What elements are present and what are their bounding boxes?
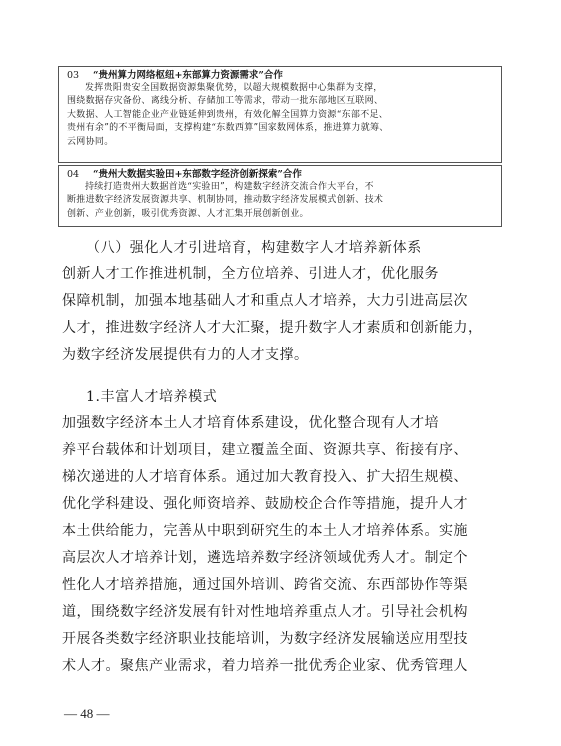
- paragraph-line: 开展各类数字经济职业技能培训，为数字经济发展输送应用型技: [62, 631, 468, 647]
- case-line: 大数据、人工智能企业产业链延伸到贵州，有效化解全国算力资源“东部不足、: [67, 109, 389, 120]
- case-line: 围绕数据存灾备份、离线分析、存储加工等需求，带动一批东部地区互联网、: [67, 96, 384, 107]
- paragraph-line: 性化人才培养措施，通过国外培训、跨省交流、东西部协作等渠: [62, 577, 468, 593]
- case-line: 发挥贵阳贵安全国数据资源集聚优势，以超大规模数据中心集群为支撑，: [85, 83, 383, 93]
- paragraph-line: 优化学科建设、强化师资培养、鼓励校企合作等措施，提升人才: [62, 496, 468, 512]
- case-title: “贵州大数据实验田+东部数字经济创新探索”合作: [93, 169, 302, 180]
- paragraph-line: 高层次人才培养计划，遴选培养数字经济领域优秀人才。制定个: [62, 550, 468, 566]
- case-number: 04: [67, 169, 80, 180]
- paragraph-line: 道，围绕数字经济发展有针对性地培养重点人才。引导社会机构: [62, 604, 468, 620]
- paragraph-line: 梯次递进的人才培育体系。通过加大教育投入、扩大招生规模、: [62, 469, 468, 485]
- paragraph-line: 保障机制，加强本地基础人才和重点人才培养，大力引进高层次: [62, 293, 468, 309]
- paragraph-line: 创新人才工作推进机制，全方位培养、引进人才，优化服务: [62, 266, 439, 282]
- case-body: [67, 82, 495, 149]
- paragraph-line: 人才，推进数字经济人才大汇聚，提升数字人才素质和创新能力，: [62, 320, 483, 336]
- case-box-03: [58, 66, 502, 163]
- paragraph-training-model: [62, 410, 502, 680]
- page-number: — 48 —: [64, 706, 110, 721]
- case-number: 03: [67, 70, 80, 81]
- case-line: 云网协同。: [67, 136, 114, 147]
- case-line: 创新、产业创新，吸引优秀资源、人才汇集开展创新创业。: [67, 208, 309, 219]
- paragraph-line: 为数字经济发展提供有力的人才支撑。: [62, 347, 309, 363]
- case-title: “贵州算力网络枢纽+东部算力资源需求”合作: [93, 70, 283, 81]
- subsection-heading: 1.丰富人才培养模式: [86, 389, 218, 405]
- paragraph-line: 养平台载体和计划项目，建立覆盖全面、资源共享、衔接有序、: [62, 442, 468, 458]
- paragraph-line: 术人才。聚焦产业需求，着力培养一批优秀企业家、优秀管理人: [62, 658, 468, 674]
- case-body: [67, 181, 495, 221]
- paragraph-line: 加强数字经济本土人才培育体系建设，优化整合现有人才培: [62, 415, 439, 431]
- case-line: 贵州有余”的不平衡局面，支撑构建“东数西算”国家数网体系，推进算力就筹、: [67, 123, 389, 134]
- paragraph-talent-mechanism: [62, 261, 502, 369]
- case-box-header: [67, 69, 495, 82]
- case-box-header: [67, 168, 495, 181]
- paragraph-line: 本土供给能力，完善从中职到研究生的本土人才培养体系。实施: [62, 523, 468, 539]
- section-heading: （八）强化人才引进培育，构建数字人才培养新体系: [86, 240, 422, 256]
- case-box-04: [58, 165, 502, 227]
- case-line: 断推进数字经济发展资源共享、机制协同，推动数字经济发展模式创新、技术: [67, 195, 384, 206]
- case-line: 持续打造贵州大数据首选“实验田”，构建数字经济交流合作大平台，不: [85, 182, 374, 192]
